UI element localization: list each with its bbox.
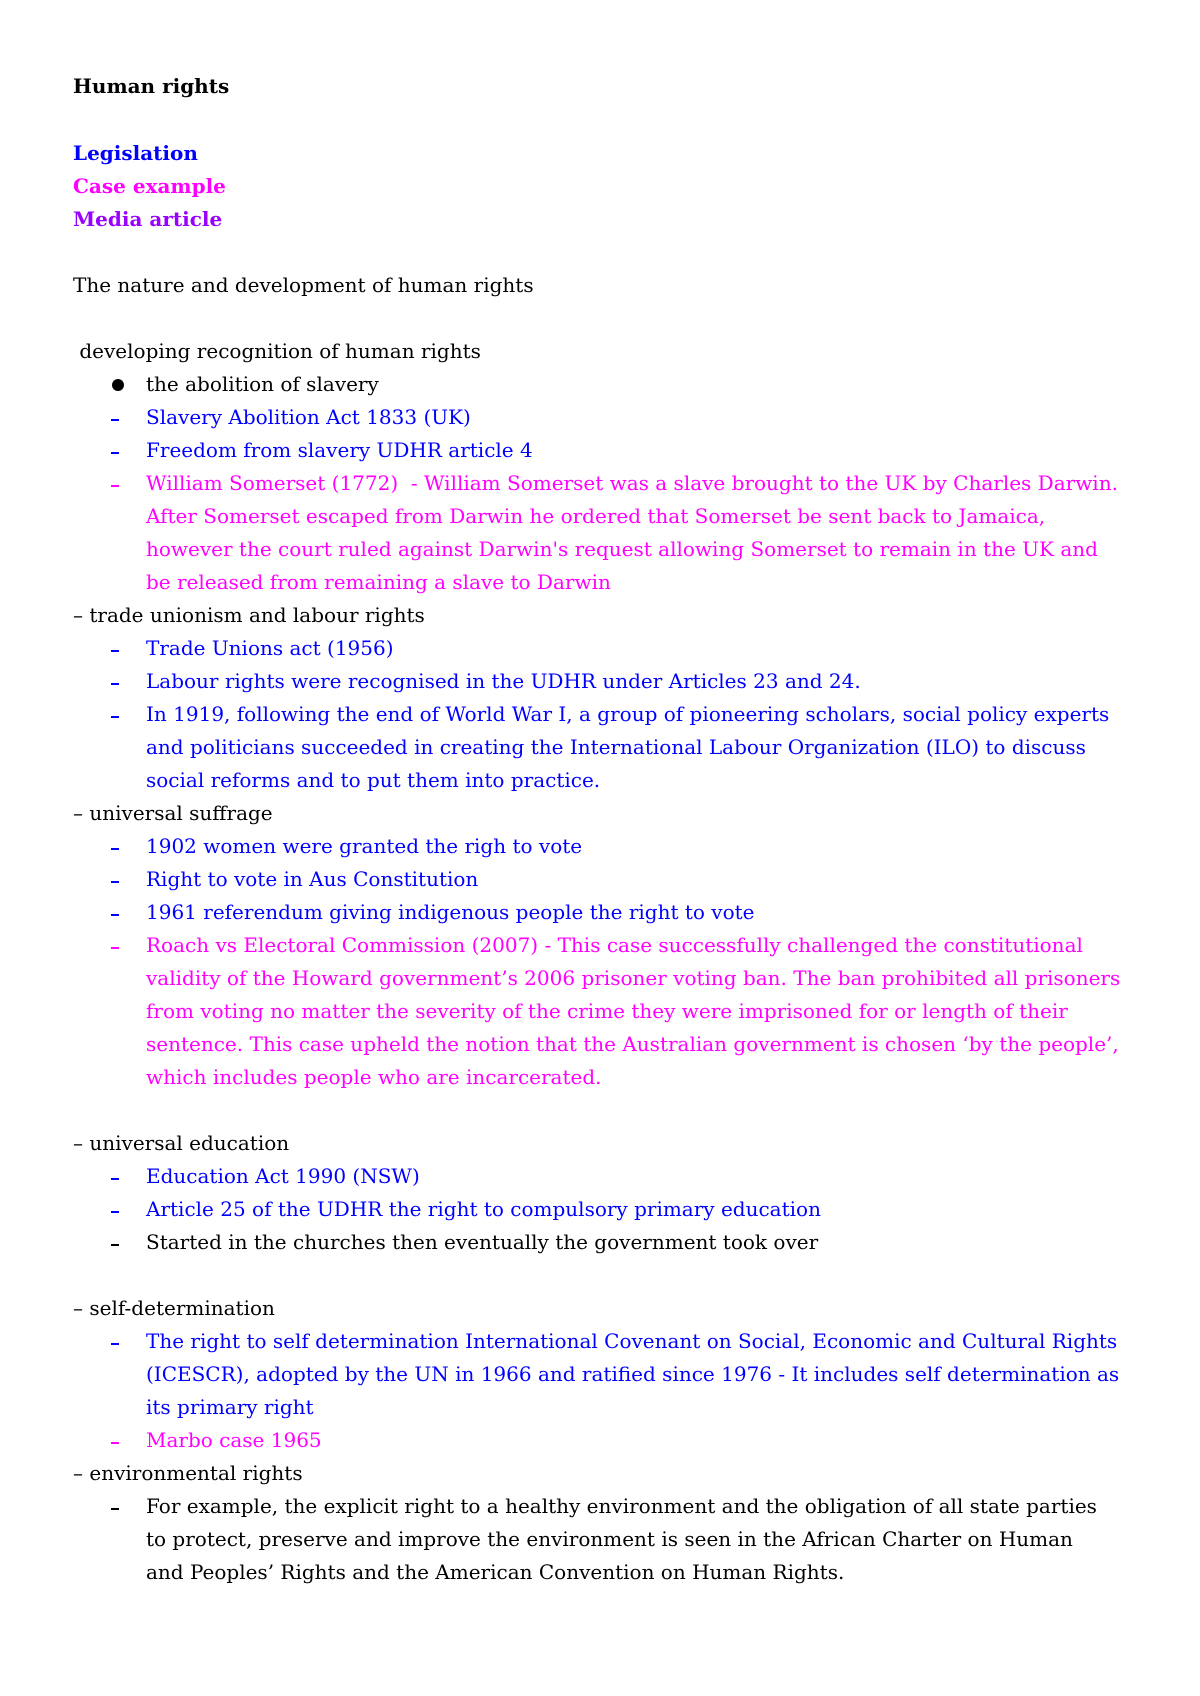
list-item-line: William Somerset (1772) - William Somerset was a slave brought to the UK by Charles Darwin. (146, 471, 1118, 495)
list-item-line: and politicians succeeded in creating the International Labour Organization (ILO) to discuss (146, 735, 1086, 759)
abolition-heading: the abolition of slavery (146, 372, 379, 396)
legend-media-article: Media article (73, 207, 223, 231)
selfdet-heading: – self-determination (73, 1296, 275, 1320)
legend-case-example: Case example (73, 174, 226, 198)
document-title: Human rights (73, 74, 230, 98)
list-item-line: be released from remaining a slave to Darwin (146, 570, 611, 594)
list-item-line: Education Act 1990 (NSW) (146, 1164, 420, 1188)
list-item-line: Article 25 of the UDHR the right to compulsory primary education (146, 1197, 821, 1221)
list-item-line: Right to vote in Aus Constitution (146, 867, 479, 891)
list-item-line: Started in the churches then eventually the government took over (146, 1230, 819, 1254)
list-item-line: In 1919, following the end of World War I, a group of pioneering scholars, social policy experts (146, 702, 1110, 726)
list-item-line: For example, the explicit right to a healthy environment and the obligation of all state parties (146, 1494, 1097, 1518)
list-item-line: Marbo case 1965 (146, 1428, 322, 1452)
list-item-line: 1902 women were granted the righ to vote (146, 834, 583, 858)
list-item-line: 1961 referendum giving indigenous people the right to vote (146, 900, 755, 924)
list-item-line: from voting no matter the severity of the crime they were imprisoned for or length of their (146, 999, 1068, 1023)
list-item-line: validity of the Howard government’s 2006 prisoner voting ban. The ban prohibited all prisoners (146, 966, 1121, 990)
list-item-line: and Peoples’ Rights and the American Convention on Human Rights. (146, 1560, 845, 1584)
list-item-line: Labour rights were recognised in the UDHR under Articles 23 and 24. (146, 669, 861, 693)
list-item-line: its primary right (146, 1395, 314, 1419)
environment-heading: – environmental rights (73, 1461, 303, 1485)
list-item-line: (ICESCR), adopted by the UN in 1966 and ratified since 1976 - It includes self determination as (146, 1362, 1120, 1386)
list-item-line: The right to self determination International Covenant on Social, Economic and Cultural Rights (146, 1329, 1118, 1353)
list-item-line: Roach vs Electoral Commission (2007) - This case successfully challenged the constitutional (146, 933, 1083, 957)
trade-heading: – trade unionism and labour rights (73, 603, 425, 627)
list-item-line: however the court ruled against Darwin's request allowing Somerset to remain in the UK and (146, 537, 1098, 561)
list-item-line: After Somerset escaped from Darwin he ordered that Somerset be sent back to Jamaica, (146, 504, 1046, 528)
list-item-line: Trade Unions act (1956) (146, 636, 394, 660)
legend-legislation: Legislation (73, 141, 198, 165)
suffrage-heading: – universal suffrage (73, 801, 273, 825)
list-item-line: social reforms and to put them into practice. (146, 768, 601, 792)
education-heading: – universal education (73, 1131, 290, 1155)
list-item-line: Slavery Abolition Act 1833 (UK) (146, 405, 471, 429)
list-item-line: to protect, preserve and improve the environment is seen in the African Charter on Human (146, 1527, 1073, 1551)
section-heading: The nature and development of human rights (73, 273, 534, 297)
list-item-line: Freedom from slavery UDHR article 4 (146, 438, 533, 462)
list-item-line: which includes people who are incarcerated. (146, 1065, 602, 1089)
intro-text: developing recognition of human rights (73, 339, 481, 363)
list-item-line: sentence. This case upheld the notion that the Australian government is chosen ‘by the people’, (146, 1032, 1119, 1056)
